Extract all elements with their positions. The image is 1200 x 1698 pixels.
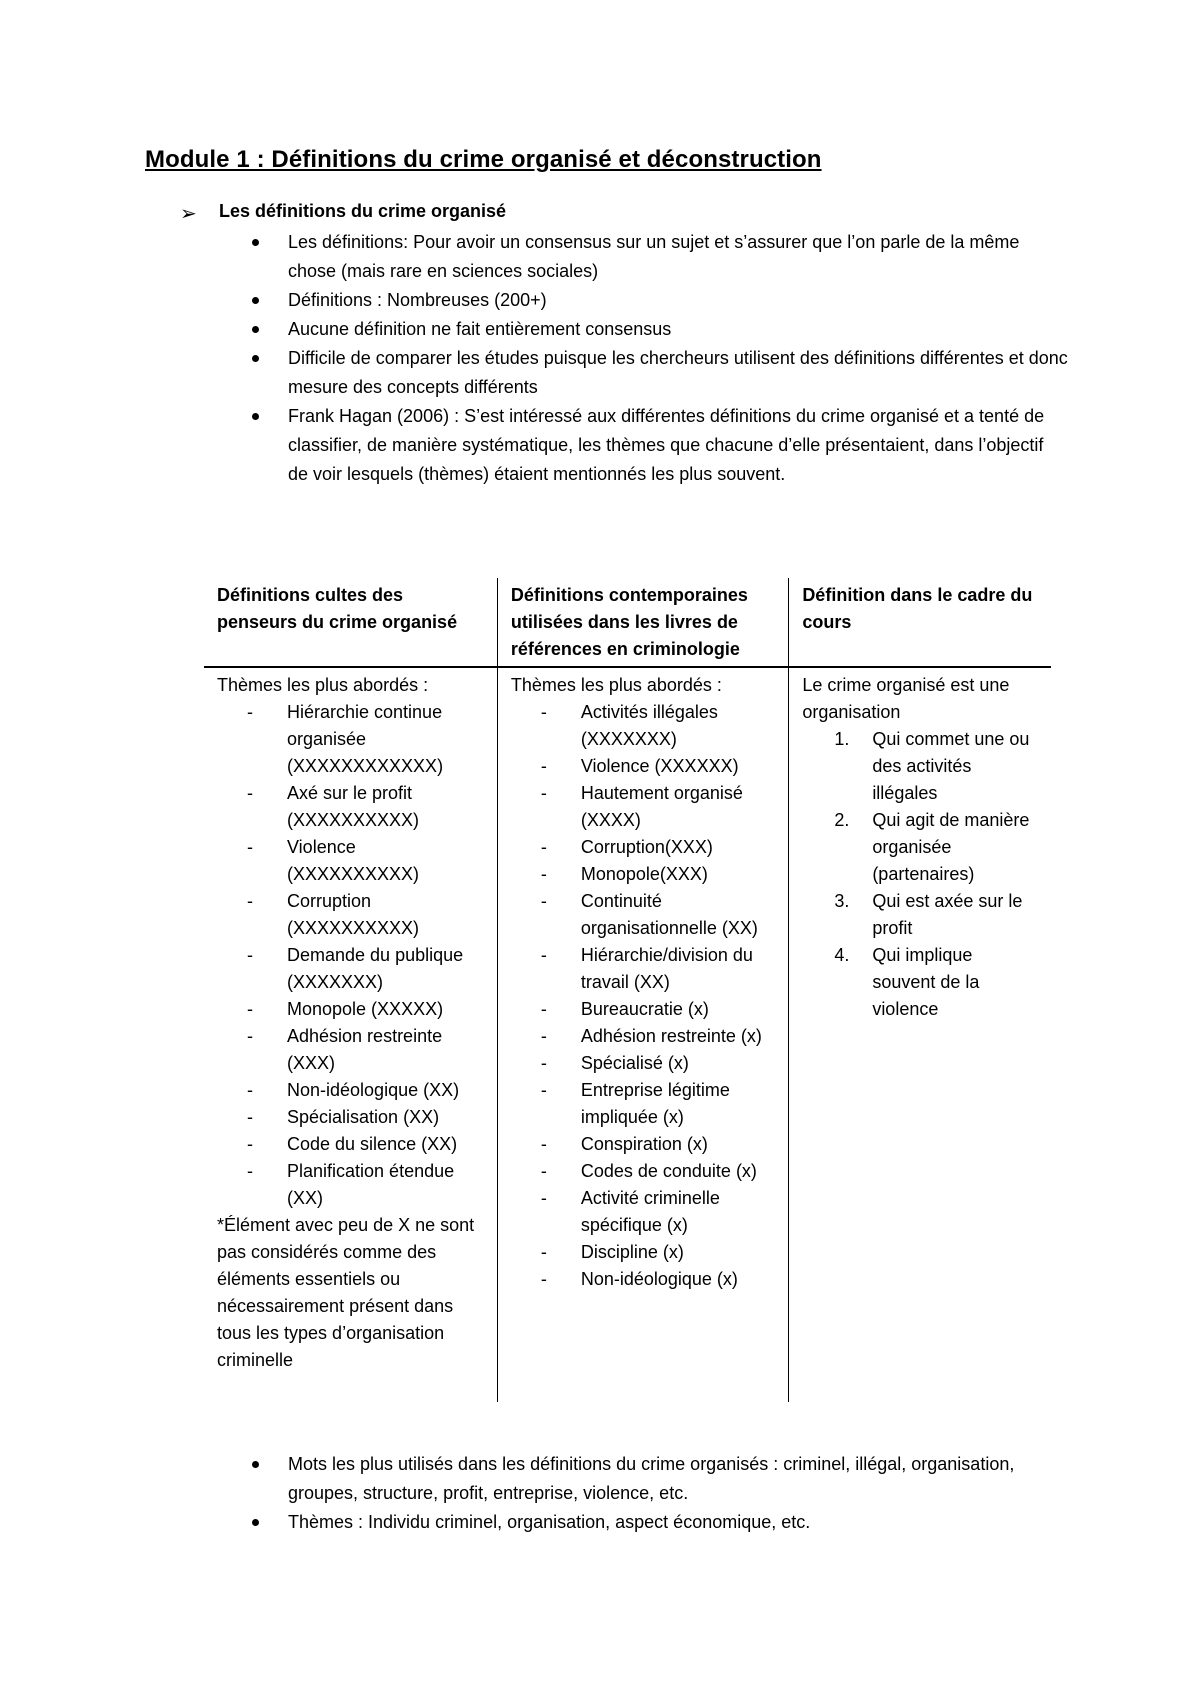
list-item: Thèmes : Individu criminel, organisation, aspect économique, etc. — [288, 1508, 1068, 1537]
bullet-dot-icon — [252, 297, 259, 304]
list-item: - Non-idéologique (x) — [581, 1266, 776, 1293]
list-item — [834, 726, 1039, 807]
cell-course-definition — [789, 667, 1051, 1402]
list-item: - Codes de conduite (x) — [581, 1158, 776, 1185]
list-item: Les définitions: Pour avoir un consensus sur un sujet et s’assurer que l’on parle de la même chose (mais rare en sciences sociales) — [288, 228, 1068, 286]
list-item: Définitions : Nombreuses (200+) — [288, 286, 1068, 315]
list-item: - Spécialisé (x) — [581, 1050, 776, 1077]
list-item: - Planification étendue (XX) — [287, 1158, 485, 1212]
list-item — [834, 807, 1039, 888]
definitions-table — [204, 578, 1051, 1402]
list-item: - Axé sur le profit (XXXXXXXXXX) — [287, 780, 485, 834]
list-item: Frank Hagan (2006) : S’est intéressé aux différentes définitions du crime organisé et a tenté de classifier, de manière systématique, les thèmes que chacune d’elle présentaient, dans l’objectif de voir lesquels (thèmes) étaient mentionnés les plus souvent. — [288, 402, 1068, 489]
numbered-list — [802, 726, 1039, 1023]
header-cult-definitions: Définitions cultes des penseurs du crime organisé — [204, 578, 497, 667]
list-item: - Hautement organisé (XXXX) — [581, 780, 776, 834]
list-item: - Monopole(XXX) — [581, 861, 776, 888]
cell-note: *Élément avec peu de X ne sont pas considérés comme des éléments essentiels ou nécessairement présent dans tous les types d’organisation criminelle — [217, 1215, 475, 1370]
list-item: - Corruption (XXXXXXXXXX) — [287, 888, 485, 942]
item-number: 4. — [834, 945, 850, 965]
section-heading-text: Les définitions du crime organisé — [219, 201, 507, 221]
bullet-dot-icon — [252, 239, 259, 246]
list-item: - Activités illégales (XXXXXXX) — [581, 699, 776, 753]
list-item: Aucune définition ne fait entièrement consensus — [288, 315, 1068, 344]
list-item: - Non-idéologique (XX) — [287, 1077, 485, 1104]
bullet-dot-icon — [252, 413, 259, 420]
theme-list — [217, 699, 485, 1212]
list-item: - Adhésion restreinte (x) — [581, 1023, 776, 1050]
item-text: Qui agit de manière organisée (partenaires) — [872, 810, 1030, 884]
item-number: 3. — [834, 891, 850, 911]
list-item: - Bureaucratie (x) — [581, 996, 776, 1023]
table-row — [204, 667, 1051, 1402]
list-item — [834, 888, 1039, 942]
item-text: Qui commet une ou des activités illégales — [872, 729, 1030, 803]
cell-cult-themes — [204, 667, 497, 1402]
page-title: Module 1 : Définitions du crime organisé et déconstruction — [145, 146, 822, 173]
arrow-bullet-icon: ➢ — [180, 203, 197, 225]
bullet-dot-icon — [252, 326, 259, 333]
list-item: - Code du silence (XX) — [287, 1131, 485, 1158]
item-number: 1. — [834, 729, 850, 749]
list-item: - Corruption(XXX) — [581, 834, 776, 861]
bullet-dot-icon — [252, 1519, 259, 1526]
table-header-row — [204, 578, 1051, 667]
cell-intro: Thèmes les plus abordés : — [217, 675, 429, 695]
item-number: 2. — [834, 810, 850, 830]
cell-contemporary-themes — [497, 667, 788, 1402]
list-item: - Entreprise légitime impliquée (x) — [581, 1077, 776, 1131]
bullet-dot-icon — [252, 355, 259, 362]
list-item: - Demande du publique (XXXXXXX) — [287, 942, 485, 996]
list-item: - Violence (XXXXXXXXXX) — [287, 834, 485, 888]
list-item: - Adhésion restreinte (XXX) — [287, 1023, 485, 1077]
item-text: Qui est axée sur le profit — [872, 891, 1023, 938]
list-item: - Hiérarchie/division du travail (XX) — [581, 942, 776, 996]
list-item: Mots les plus utilisés dans les définitions du crime organisés : criminel, illégal, organisation, groupes, structure, profit, entreprise, violence, etc. — [288, 1450, 1068, 1508]
list-item: - Continuité organisationnelle (XX) — [581, 888, 776, 942]
list-item: - Spécialisation (XX) — [287, 1104, 485, 1131]
list-item — [834, 942, 1039, 1023]
list-item: Difficile de comparer les études puisque les chercheurs utilisent des définitions différentes et donc mesure des concepts différents — [288, 344, 1068, 402]
bullet-dot-icon — [252, 1461, 259, 1468]
list-item: - Violence (XXXXXX) — [581, 753, 776, 780]
list-item: - Monopole (XXXXX) — [287, 996, 485, 1023]
list-item: - Hiérarchie continue organisée (XXXXXXXXXXXX) — [287, 699, 485, 780]
theme-list — [511, 699, 776, 1293]
list-item: - Activité criminelle spécifique (x) — [581, 1185, 776, 1239]
list-item: - Conspiration (x) — [581, 1131, 776, 1158]
header-contemporary-definitions: Définitions contemporaines utilisées dans les livres de références en criminologie — [497, 578, 788, 667]
cell-intro: Thèmes les plus abordés : — [510, 675, 722, 695]
list-item: - Discipline (x) — [581, 1239, 776, 1266]
item-text: Qui implique souvent de la violence — [872, 945, 980, 1019]
header-course-definition: Définition dans le cadre du cours — [789, 578, 1051, 667]
cell-intro: Le crime organisé est une organisation — [802, 675, 1010, 722]
